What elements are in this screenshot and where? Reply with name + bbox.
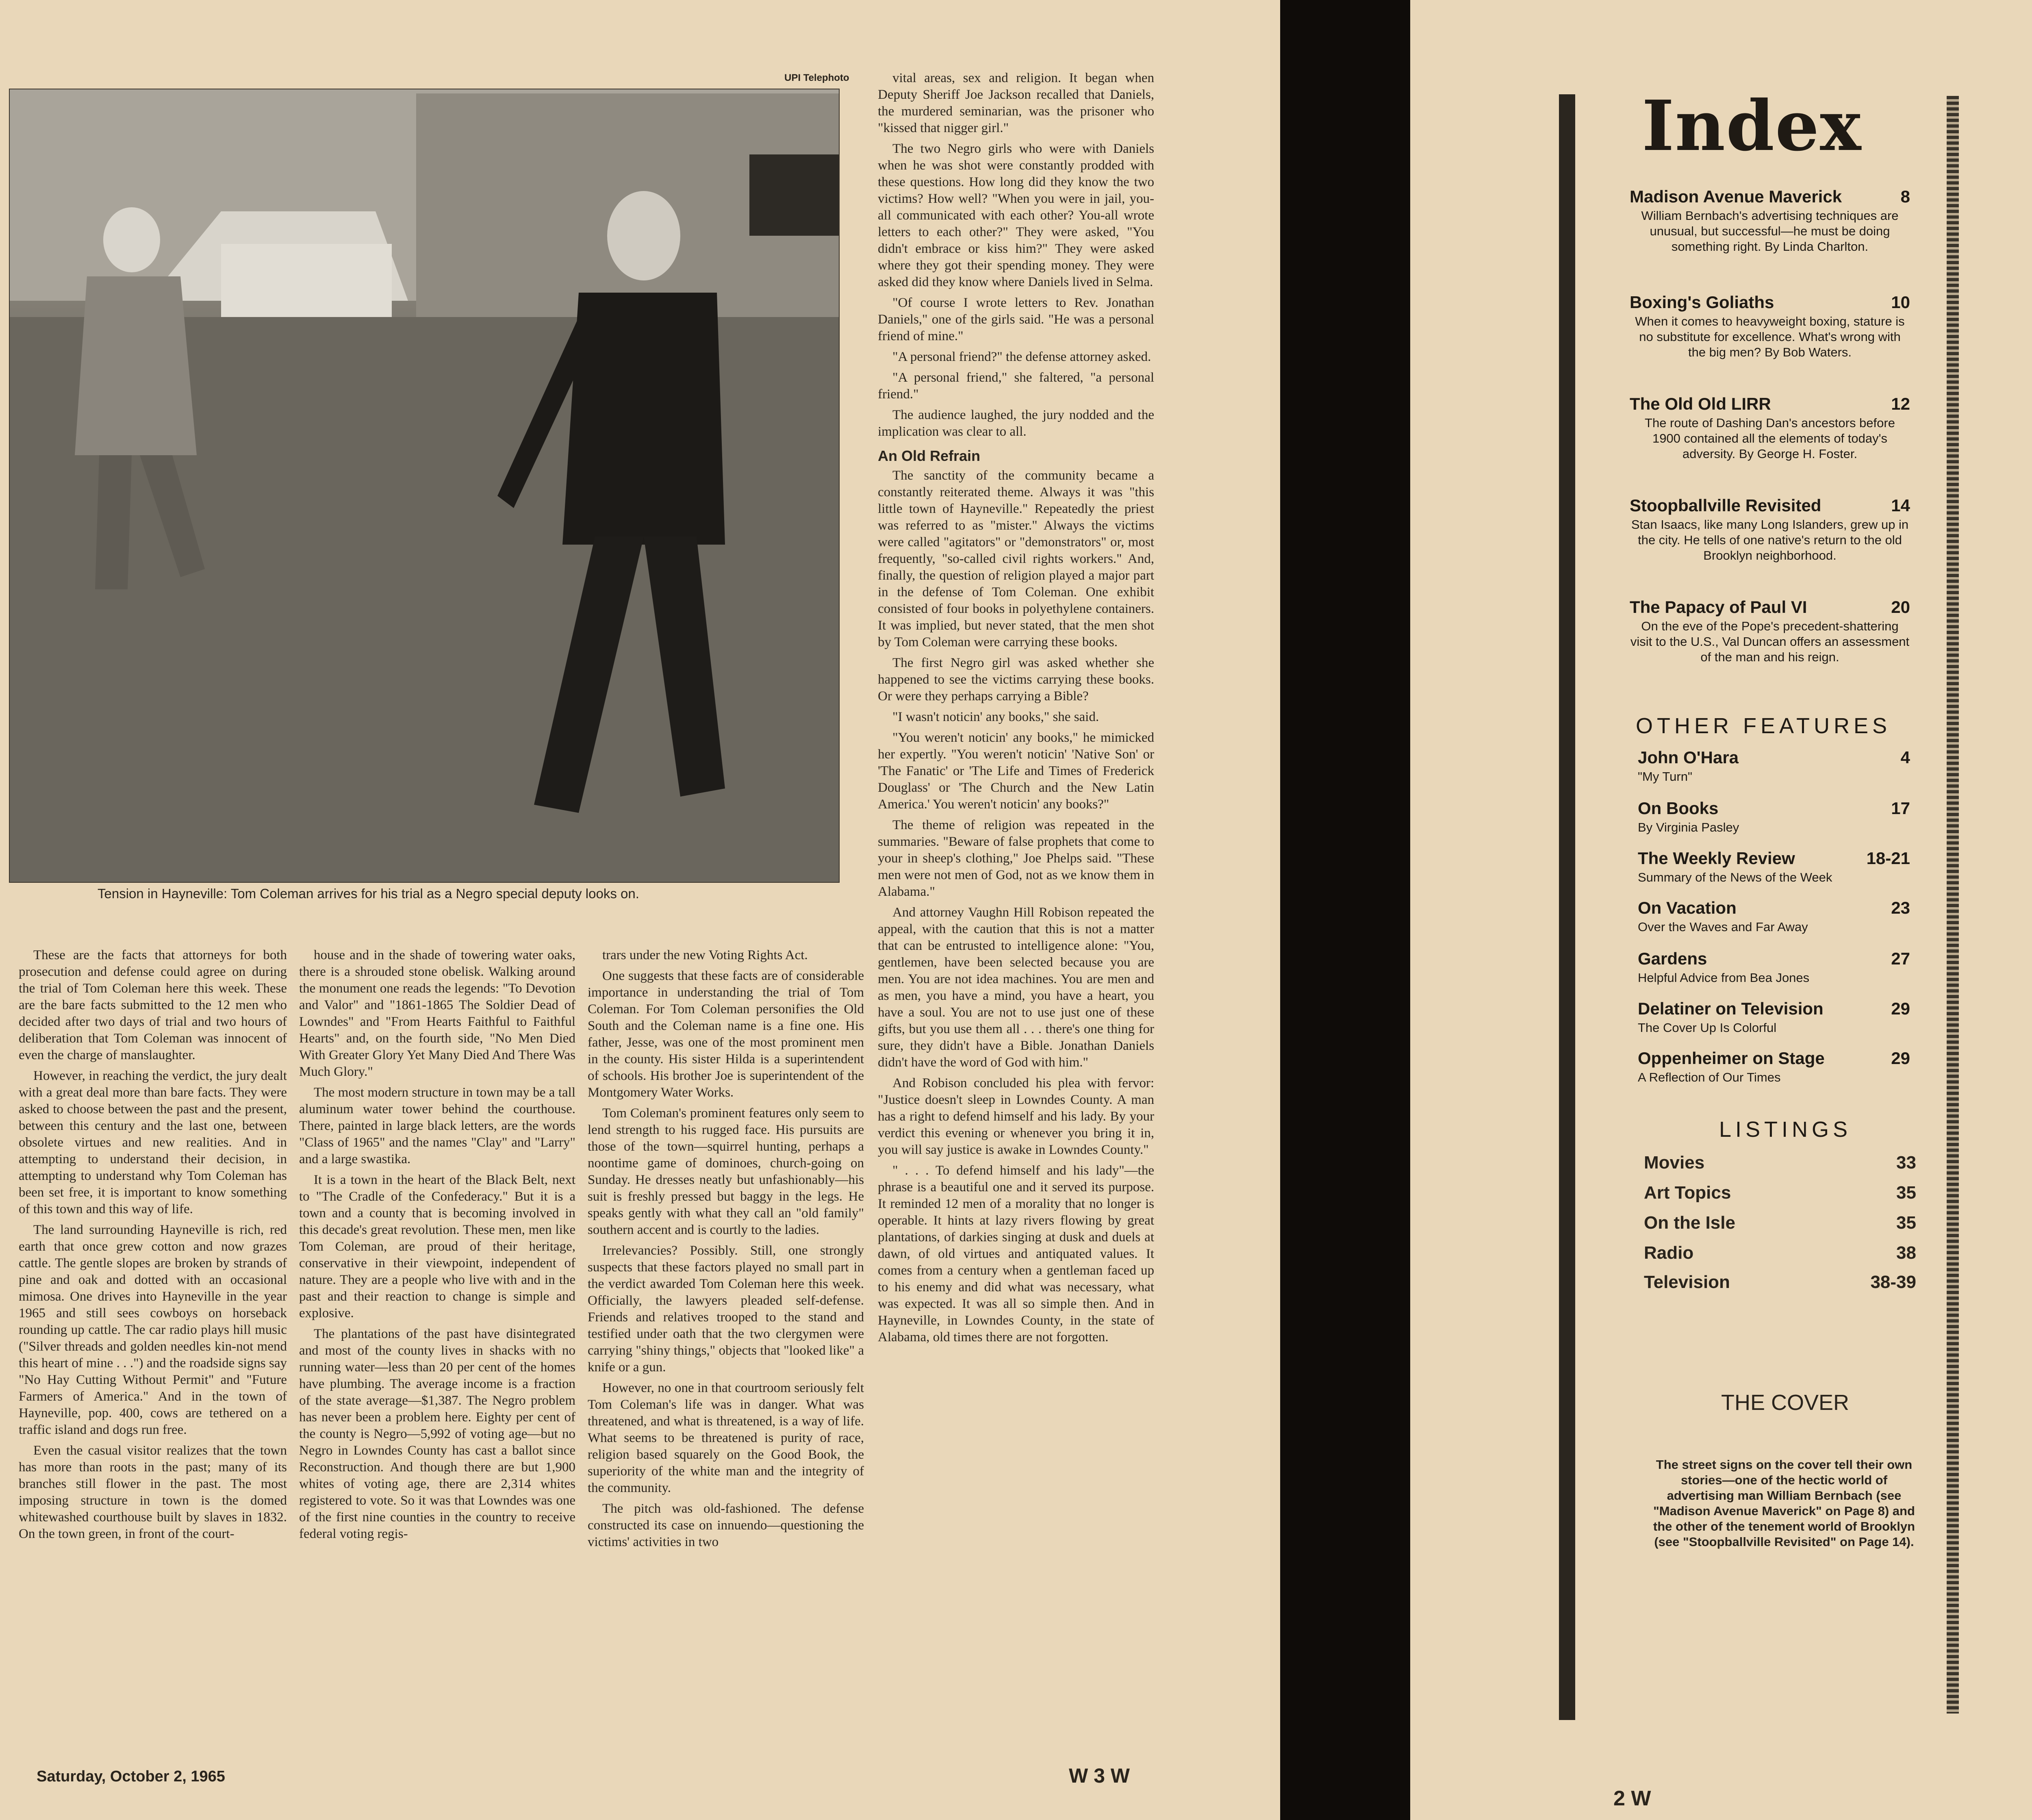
paragraph: The most modern structure in town may be a tall aluminum water tower behind the courthouse. There, painted in large black letters, are the words "Class of 1965" and the names "Clay" and "Larry" and a large swastika. [299, 1085, 575, 1166]
feature-desc: Helpful Advice from Bea Jones [1638, 971, 1810, 985]
index-entry[interactable] [1630, 496, 1910, 563]
listing-entry[interactable] [1644, 1213, 1916, 1233]
listing-title: Movies [1644, 1153, 1705, 1173]
listing-entry[interactable] [1644, 1243, 1916, 1263]
feature-entry[interactable] [1638, 949, 1910, 986]
photo-credit: UPI Telephoto [784, 72, 849, 83]
paragraph: trars under the new Voting Rights Act. [602, 948, 808, 962]
index-title: Index [1642, 85, 1862, 167]
index-entry[interactable] [1630, 394, 1910, 462]
listing-title: Radio [1644, 1243, 1694, 1263]
index-entry-desc: William Bernbach's advertising techniques are unusual, but successful—he must be doing something right. By Linda Charlton. [1641, 208, 1899, 254]
paragraph: It is a town in the heart of the Black Belt, next to "The Cradle of the Confederacy." But it is a town and a county that is becoming involved in this decade's great revolution. These men, men like Tom Coleman, are proud of their heritage, conservative in their viewpoint, independent of nature. They are a people who live with and in the past and their reaction to change is simple and explosive. [299, 1173, 575, 1320]
listing-title: Television [1644, 1272, 1730, 1292]
feature-title: On Vacation [1638, 898, 1737, 917]
listing-page: 38-39 [1870, 1272, 1916, 1292]
paragraph: "I wasn't noticin' any books," she said. [892, 710, 1099, 724]
feature-desc: The Cover Up Is Colorful [1638, 1021, 1777, 1035]
index-entry[interactable] [1630, 597, 1910, 665]
paragraph: vital areas, sex and religion. It began when Deputy Sheriff Joe Jackson recalled that Daniels, the murdered seminarian, was the prisoner who "kissed that nigger girl." [878, 71, 1154, 135]
paragraph: The sanctity of the community became a constantly reiterated theme. Always it was "this little town of Hayneville." Repeatedly the priest was referred to as "mister." Always the victims were called "agitators" or "demonstrators" or, most frequently, "so-called civil rights workers." And, finally, the question of religion played a major part in the defense of Tom Coleman. One exhibit consisted of four books in polyethylene containers. It was implied, but never stated, that the men shot by Tom Coleman were carrying these books. [878, 468, 1154, 649]
index-entry[interactable] [1630, 293, 1910, 360]
photo-scene [10, 89, 839, 882]
feature-entry[interactable] [1638, 748, 1910, 784]
index-entry-desc: On the eve of the Pope's precedent-shattering visit to the U.S., Val Duncan offers an assessment of the man and his reign. [1630, 619, 1910, 664]
index-rule-left [1559, 94, 1575, 1720]
paragraph: The first Negro girl was asked whether she happened to see the victims carrying these books. Or were they perhaps carrying a Bible? [878, 656, 1154, 704]
paragraph: "You weren't noticin' any books," he mimicked her expertly. "You weren't noticin' 'Native Son' or 'The Fanatic' or 'The Life and Times of Frederick Douglass' or 'The Church and the New Latin America.' You weren't noticin' any books?" [878, 730, 1154, 812]
index-entry-page: 8 [1900, 187, 1910, 206]
feature-title: On Books [1638, 799, 1719, 818]
index-entry-page: 14 [1891, 496, 1910, 515]
paragraph: And attorney Vaughn Hill Robison repeated the appeal, with the caution that this is not a matter that can be entrusted to intelligence alone: "You, gentlemen, have been selected because you are men. You are not idea machines. You are men and as men, you have a mind, you have a heart, you have a soul. You are not to use just one of these gifts, but you use them all . . . there's one thing for sure, they didn't have a Bible. Jonathan Daniels didn't have the word of God with him." [878, 905, 1154, 1070]
paragraph: The audience laughed, the jury nodded and the implication was clear to all. [878, 408, 1154, 439]
photo-caption: Tension in Hayneville: Tom Coleman arrives for his trial as a Negro special deputy looks on. [98, 886, 639, 901]
other-features-heading: OTHER FEATURES [1636, 714, 1891, 738]
listing-title: On the Isle [1644, 1213, 1735, 1233]
paragraph: The theme of religion was repeated in the summaries. "Beware of false prophets that come to your in sheep's clothing," Joe Phelps said. "These men were not men of God, not as we know them in Alabama." [878, 818, 1154, 899]
index-entry-page: 12 [1891, 394, 1910, 413]
paragraph: However, in reaching the verdict, the jury dealt with a great deal more than bare facts. They were asked to choose between the past and the present, between this century and the last one, between obsolete virtues and new realities. And in attempting to understand their decision, in attempting to understand why Tom Coleman has been set free, it is important to know something of this town and this way of life. [19, 1069, 287, 1216]
listing-page: 38 [1896, 1243, 1916, 1263]
cover-heading: THE COVER [1721, 1390, 1850, 1415]
feature-entry[interactable] [1638, 799, 1910, 835]
paragraph: However, no one in that courtroom seriously felt Tom Coleman's life was in danger. What was threatened, and what is threatened, is a way of life. What seems to be threatened is purity of race, religion based squarely on the Good Book, the superiority of the white man and the integrity of the community. [588, 1381, 864, 1495]
feature-entry[interactable] [1638, 898, 1910, 935]
feature-page: 29 [1891, 999, 1910, 1018]
paragraph: Tom Coleman's prominent features only seem to lend strength to his rugged face. His pursuits are those of the town—squirrel hunting, perhaps a noontime game of dominoes, church-going on Sunday. He dresses neatly but unfashionably—his suit is freshly pressed but baggy in the legs. He speaks gently with what they call an "old family" southern accent and is courtly to the ladies. [588, 1106, 864, 1237]
paragraph: The land surrounding Hayneville is rich, red earth that once grew cotton and now grazes cattle. The gentle slopes are broken by strands of pine and oak and dotted with an occasional mimosa. One drives into Hayneville in the year 1965 and still sees cowboys on horseback rounding up cattle. The car radio plays hill music ("Silver threads and golden needles kin-not mend this heart of mine . . .") and the roadside signs say "No Hay Cutting Without Permit" and "Future Farmers of America." And in the town of Hayneville, pop. 400, cows are tethered on a traffic island and dogs run free. [19, 1223, 287, 1437]
feature-title: John O'Hara [1638, 748, 1739, 767]
paragraph: "Of course I wrote letters to Rev. Jonathan Daniels," one of the girls said. "He was a personal friend of mine." [878, 295, 1154, 343]
paragraph: "A personal friend," she faltered, "a personal friend." [878, 370, 1154, 402]
paragraph: One suggests that these facts are of considerable importance in understanding the trial of Tom Coleman. For Tom Coleman personifies the Old South and the Coleman name is a fine one. His father, Jesse, was one of the most prominent men in the county. His sister Hilda is a superintendent of schools. His brother Joe is superintendent of the Montgomery Water Works. [588, 969, 864, 1100]
feature-title: Gardens [1638, 949, 1707, 968]
listing-title: Art Topics [1644, 1183, 1731, 1203]
feature-page: 23 [1891, 898, 1910, 917]
subhead: An Old Refrain [878, 447, 981, 464]
feature-page: 4 [1900, 748, 1910, 767]
paragraph: house and in the shade of towering water oaks, there is a shrouded stone obelisk. Walking around the monument one reads the legends: "To Devotion and Valor" and "1861-1865 The Soldier Dead of Lowndes" and "From Hearts Faithful to Faithful Hearts" and, on the fourth side, "No Men Died With Greater Glory Yet Many Died And There Was Much Glory." [299, 948, 575, 1079]
listings-heading: LISTINGS [1719, 1117, 1852, 1142]
feature-desc: By Virginia Pasley [1638, 820, 1739, 834]
index-entry-page: 20 [1891, 597, 1910, 617]
index-entry-desc: When it comes to heavyweight boxing, stature is no substitute for excellence. What's wrong with the big men? By Bob Waters. [1635, 314, 1905, 359]
listing-page: 35 [1896, 1213, 1916, 1233]
listing-page: 35 [1896, 1183, 1916, 1203]
trial-photo [9, 89, 840, 883]
listing-entry[interactable] [1644, 1183, 1916, 1203]
article-column-2 [299, 947, 575, 1546]
feature-page: 17 [1891, 799, 1910, 818]
feature-desc: Over the Waves and Far Away [1638, 920, 1808, 934]
index-footer-page: 2 W [1613, 1787, 1651, 1810]
feature-page: 27 [1891, 949, 1910, 968]
index-entry-title: Stoopballville Revisited [1630, 496, 1821, 515]
index-entry-desc: Stan Isaacs, like many Long Islanders, grew up in the city. He tells of one native's return to the old Brooklyn neighborhood. [1631, 517, 1909, 563]
index-entry-desc: The route of Dashing Dan's ancestors before 1900 contained all the elements of today's adversity. By George H. Foster. [1645, 416, 1895, 461]
feature-page: 18-21 [1866, 849, 1910, 868]
feature-entry[interactable] [1638, 1049, 1910, 1085]
paragraph: These are the facts that attorneys for both prosecution and defense could agree on during the trial of Tom Coleman here this week. These are the bare facts submitted to the 12 men who decided after two days of trial and two hours of deliberation that Tom Coleman was innocent of even the charge of manslaughter. [19, 948, 287, 1062]
paragraph: The plantations of the past have disintegrated and most of the county lives in shacks with no running water—less than 20 per cent of the homes have plumbing. The average income is a fraction of the state average—$1,387. The Negro problem has never been a problem here. Eighty per cent of the county is Negro—5,992 of voting age—but no Negro in Lowndes County has cast a ballot since Reconstruction. And though there are but 1,900 whites of voting age, there are 2,314 whites registered to vote. So it was that Lowndes was one of the first nine counties in the country to receive federal voting regis- [299, 1327, 575, 1541]
feature-entry[interactable] [1638, 849, 1910, 885]
feature-title: Delatiner on Television [1638, 999, 1824, 1018]
listing-entry[interactable] [1644, 1153, 1916, 1173]
paragraph: " . . . To defend himself and his lady"—the phrase is a beautiful one and it served its purpose. It reminded 12 men of a morality that no longer is operable. It hints at lazy rivers flowing by great plantations, of darkies singing at dusk and duels at dawn, of old virtues and antiquated values. It comes from a century when a gentleman faced up to his enemy and did what was necessary, what was expected. It was all so simple then. And in Hayneville, in Lowndes County, in the state of Alabama, old times there are not forgotten. [878, 1163, 1154, 1344]
feature-entry[interactable] [1638, 999, 1910, 1036]
paragraph: The pitch was old-fashioned. The defense constructed its case on innuendo—questioning the victims' activities in two [588, 1501, 864, 1549]
article-column-1 [19, 947, 287, 1546]
listing-entry[interactable] [1644, 1272, 1916, 1292]
index-entry-title: The Old Old LIRR [1630, 394, 1771, 413]
cover-text: The street signs on the cover tell their own stories—one of the hectic world of advertising man William Bernbach (see "Madison Avenue Maverick" on Page 8) and the other of the tenement world of Brooklyn (see "Stoopballville Revisited" on Page 14). [1653, 1457, 1915, 1549]
footer-date: Saturday, October 2, 1965 [37, 1768, 225, 1785]
paragraph: Irrelevancies? Possibly. Still, one strongly suspects that these factors played no small part in the verdict awarded Tom Coleman here this week. Officially, the lawyers pleaded self-defense. Friends and relatives trooped to the stand and testified under oath that the two clergymen were carrying "shiny things," objects that "looked like" a knife or a gun. [588, 1243, 864, 1375]
feature-title: The Weekly Review [1638, 849, 1795, 868]
paragraph: "A personal friend?" the defense attorney asked. [892, 350, 1151, 364]
feature-title: Oppenheimer on Stage [1638, 1049, 1825, 1068]
index-entry-title: The Papacy of Paul VI [1630, 597, 1807, 617]
index-entry-title: Madison Avenue Maverick [1630, 187, 1842, 206]
feature-desc: A Reflection of Our Times [1638, 1070, 1781, 1084]
index-entry-title: Boxing's Goliaths [1630, 293, 1774, 312]
paragraph: And Robison concluded his plea with fervor: "Justice doesn't sleep in Lowndes County. A man has a right to defend himself and his lady. By your verdict this evening or whenever you bring it in, you will say justice is awake in Lowndes County." [878, 1076, 1154, 1157]
index-entry-page: 10 [1891, 293, 1910, 312]
binding-gutter-left [1280, 0, 1410, 1820]
index-entry[interactable] [1630, 187, 1910, 254]
footer-page-number: W 3 W [1069, 1764, 1130, 1787]
index-rule-right [1947, 96, 1959, 1714]
article-column-4 [878, 70, 1154, 1350]
feature-desc: "My Turn" [1638, 769, 1692, 784]
feature-page: 29 [1891, 1049, 1910, 1068]
feature-desc: Summary of the News of the Week [1638, 870, 1832, 884]
paragraph: Even the casual visitor realizes that the town has more than roots in the past; many of its branches still flower in the past. The most imposing structure in town is the domed whitewashed courthouse built by slaves in 1832. On the town green, in front of the court- [19, 1443, 287, 1541]
paragraph: The two Negro girls who were with Daniels when he was shot were constantly prodded with these questions. How long did they know the two victims? How well? "When you were in jail, you-all communicated with each other? You-all wrote letters to each other?" They were asked, "You didn't embrace or kiss him?" They were asked where they got their spending money. They were asked did they know where Daniels lived in Selma. [878, 141, 1154, 289]
listing-page: 33 [1896, 1153, 1916, 1173]
article-column-3 [588, 947, 864, 1555]
